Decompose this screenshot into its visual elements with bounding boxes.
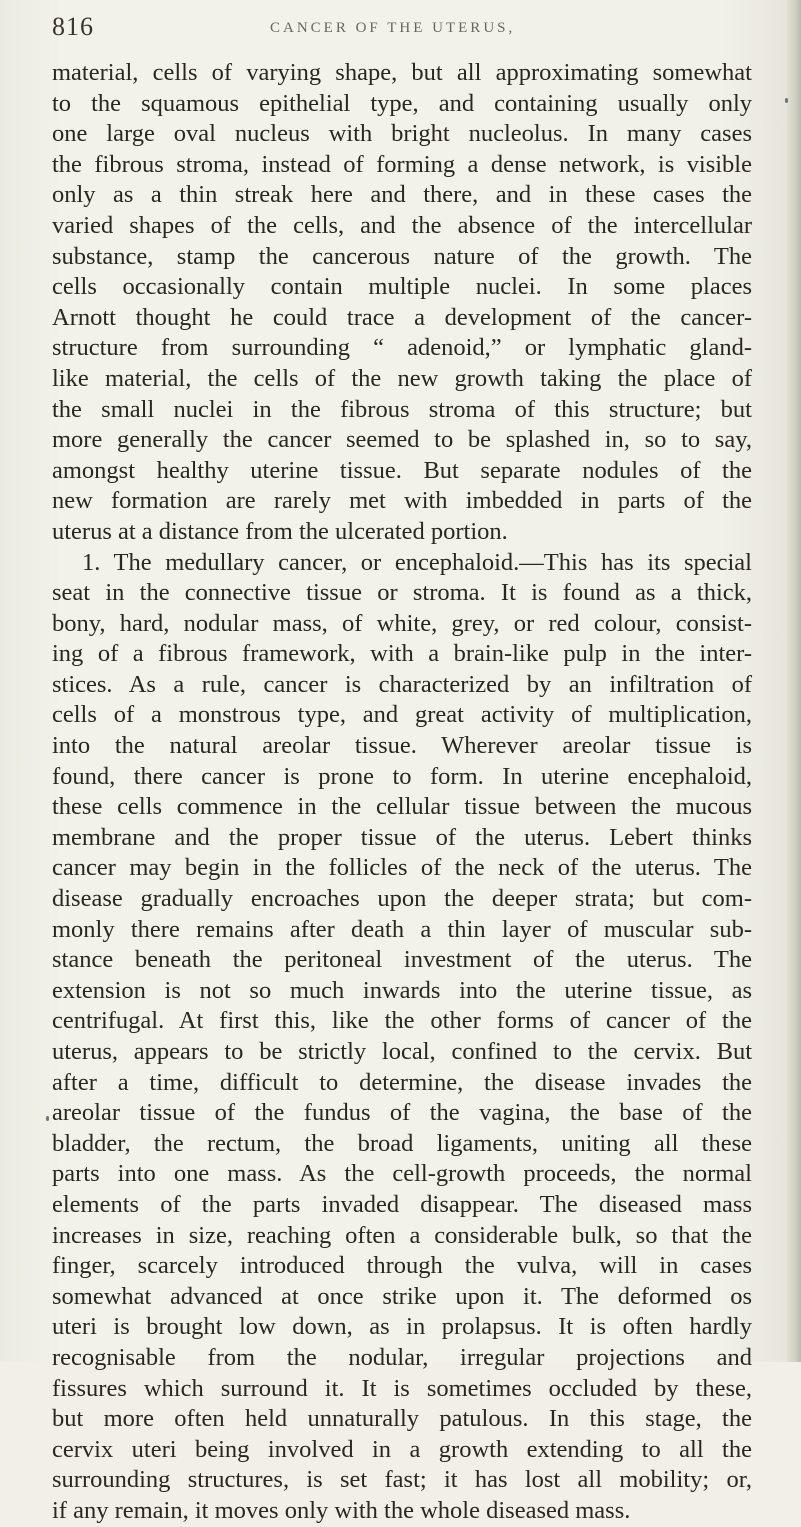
text-line: monly there remains after death a thin layer of muscular sub- — [52, 915, 752, 943]
text-line: like material, the cells of the new growth taking the place of — [52, 364, 752, 392]
text-line: increases in size, reaching often a considerable bulk, so that the — [52, 1221, 752, 1249]
text-line: into the natural areolar tissue. Wherever areolar tissue is — [52, 732, 752, 760]
text-line: cells of a monstrous type, and great activity of multiplication, — [52, 701, 752, 729]
text-line: extension is not so much inwards into the uterine tissue, as — [52, 976, 752, 1004]
text-line: cancer may begin in the follicles of the neck of the uterus. The — [52, 854, 752, 882]
page-number: 816 — [52, 12, 94, 41]
text-line: stance beneath the peritoneal investment of the uterus. The — [52, 946, 752, 974]
text-line: amongst healthy uterine tissue. But separate nodules of the — [52, 456, 752, 484]
margin-speck — [785, 98, 788, 103]
text-line: to the squamous epithelial type, and containing usually only — [52, 89, 752, 117]
text-line: cervix uteri being involved in a growth extending to all the — [52, 1435, 752, 1463]
text-line: found, there cancer is prone to form. In uterine encephaloid, — [52, 762, 752, 790]
text-line: stices. As a rule, cancer is characterized by an infiltration of — [52, 670, 752, 698]
text-line: finger, scarcely introduced through the vulva, will in cases — [52, 1252, 752, 1280]
text-line: ing of a fibrous framework, with a brain-like pulp in the inter- — [52, 640, 752, 668]
margin-speck — [46, 1116, 49, 1121]
text-line: parts into one mass. As the cell-growth proceeds, the normal — [52, 1160, 752, 1188]
text-line: uteri is brought low down, as in prolapsus. It is often hardly — [52, 1313, 752, 1341]
text-line: varied shapes of the cells, and the absence of the intercellular — [52, 211, 752, 239]
text-line: seat in the connective tissue or stroma. It is found as a thick, — [52, 579, 752, 607]
text-line: membrane and the proper tissue of the uterus. Lebert thinks — [52, 823, 752, 851]
text-line: centrifugal. At first this, like the other forms of cancer of the — [52, 1007, 752, 1035]
text-line: one large oval nucleus with bright nucleolus. In many cases — [52, 120, 752, 148]
text-line: cells occasionally contain multiple nuclei. In some places — [52, 273, 752, 301]
text-line: fissures which surround it. It is sometimes occluded by these, — [52, 1374, 752, 1402]
text-line: if any remain, it moves only with the whole diseased mass. — [52, 1496, 631, 1524]
text-line: Arnott thought he could trace a development of the cancer- — [52, 303, 752, 331]
text-line: structure from surrounding “ adenoid,” or lymphatic gland- — [52, 334, 752, 362]
text-line: the small nuclei in the fibrous stroma of this structure; but — [52, 395, 752, 423]
text-line: substance, stamp the cancerous nature of the growth. The — [52, 242, 752, 270]
text-line: but more often held unnaturally patulous. In this stage, the — [52, 1405, 752, 1433]
text-line: uterus, appears to be strictly local, confined to the cervix. But — [52, 1038, 752, 1065]
section-heading-line: 1. The medullary cancer, or encephaloid.—This has its special — [82, 548, 752, 576]
text-line: uterus at a distance from the ulcerated portion. — [52, 517, 508, 545]
page-edge-shadow — [787, 0, 801, 1362]
text-line: elements of the parts invaded disappear. The diseased mass — [52, 1190, 752, 1218]
text-line: only as a thin streak here and there, and in these cases the — [52, 181, 752, 209]
text-line: surrounding structures, is set fast; it has lost all mobility; or, — [52, 1466, 752, 1494]
text-line: areolar tissue of the fundus of the vagina, the base of the — [52, 1099, 752, 1127]
text-line: the fibrous stroma, instead of forming a dense network, is visible — [52, 150, 752, 178]
text-line: disease gradually encroaches upon the deeper strata; but com- — [52, 885, 752, 913]
text-line: somewhat advanced at once strike upon it. The deformed os — [52, 1282, 752, 1310]
running-head: CANCER OF THE UTERUS, — [270, 20, 516, 36]
text-line: material, cells of varying shape, but all approximating somewhat — [52, 59, 752, 86]
page-header — [52, 10, 752, 42]
text-line: these cells commence in the cellular tissue between the mucous — [52, 793, 752, 821]
text-line: recognisable from the nodular, irregular projections and — [52, 1343, 752, 1371]
text-line: new formation are rarely met with imbedded in parts of the — [52, 487, 752, 515]
text-line: bony, hard, nodular mass, of white, grey, or red colour, consist- — [52, 609, 752, 637]
text-line: bladder, the rectum, the broad ligaments, uniting all these — [52, 1129, 752, 1157]
text-line: after a time, difficult to determine, the disease invades the — [52, 1068, 752, 1096]
text-line: more generally the cancer seemed to be splashed in, so to say, — [52, 426, 752, 454]
body-text — [52, 58, 752, 1527]
